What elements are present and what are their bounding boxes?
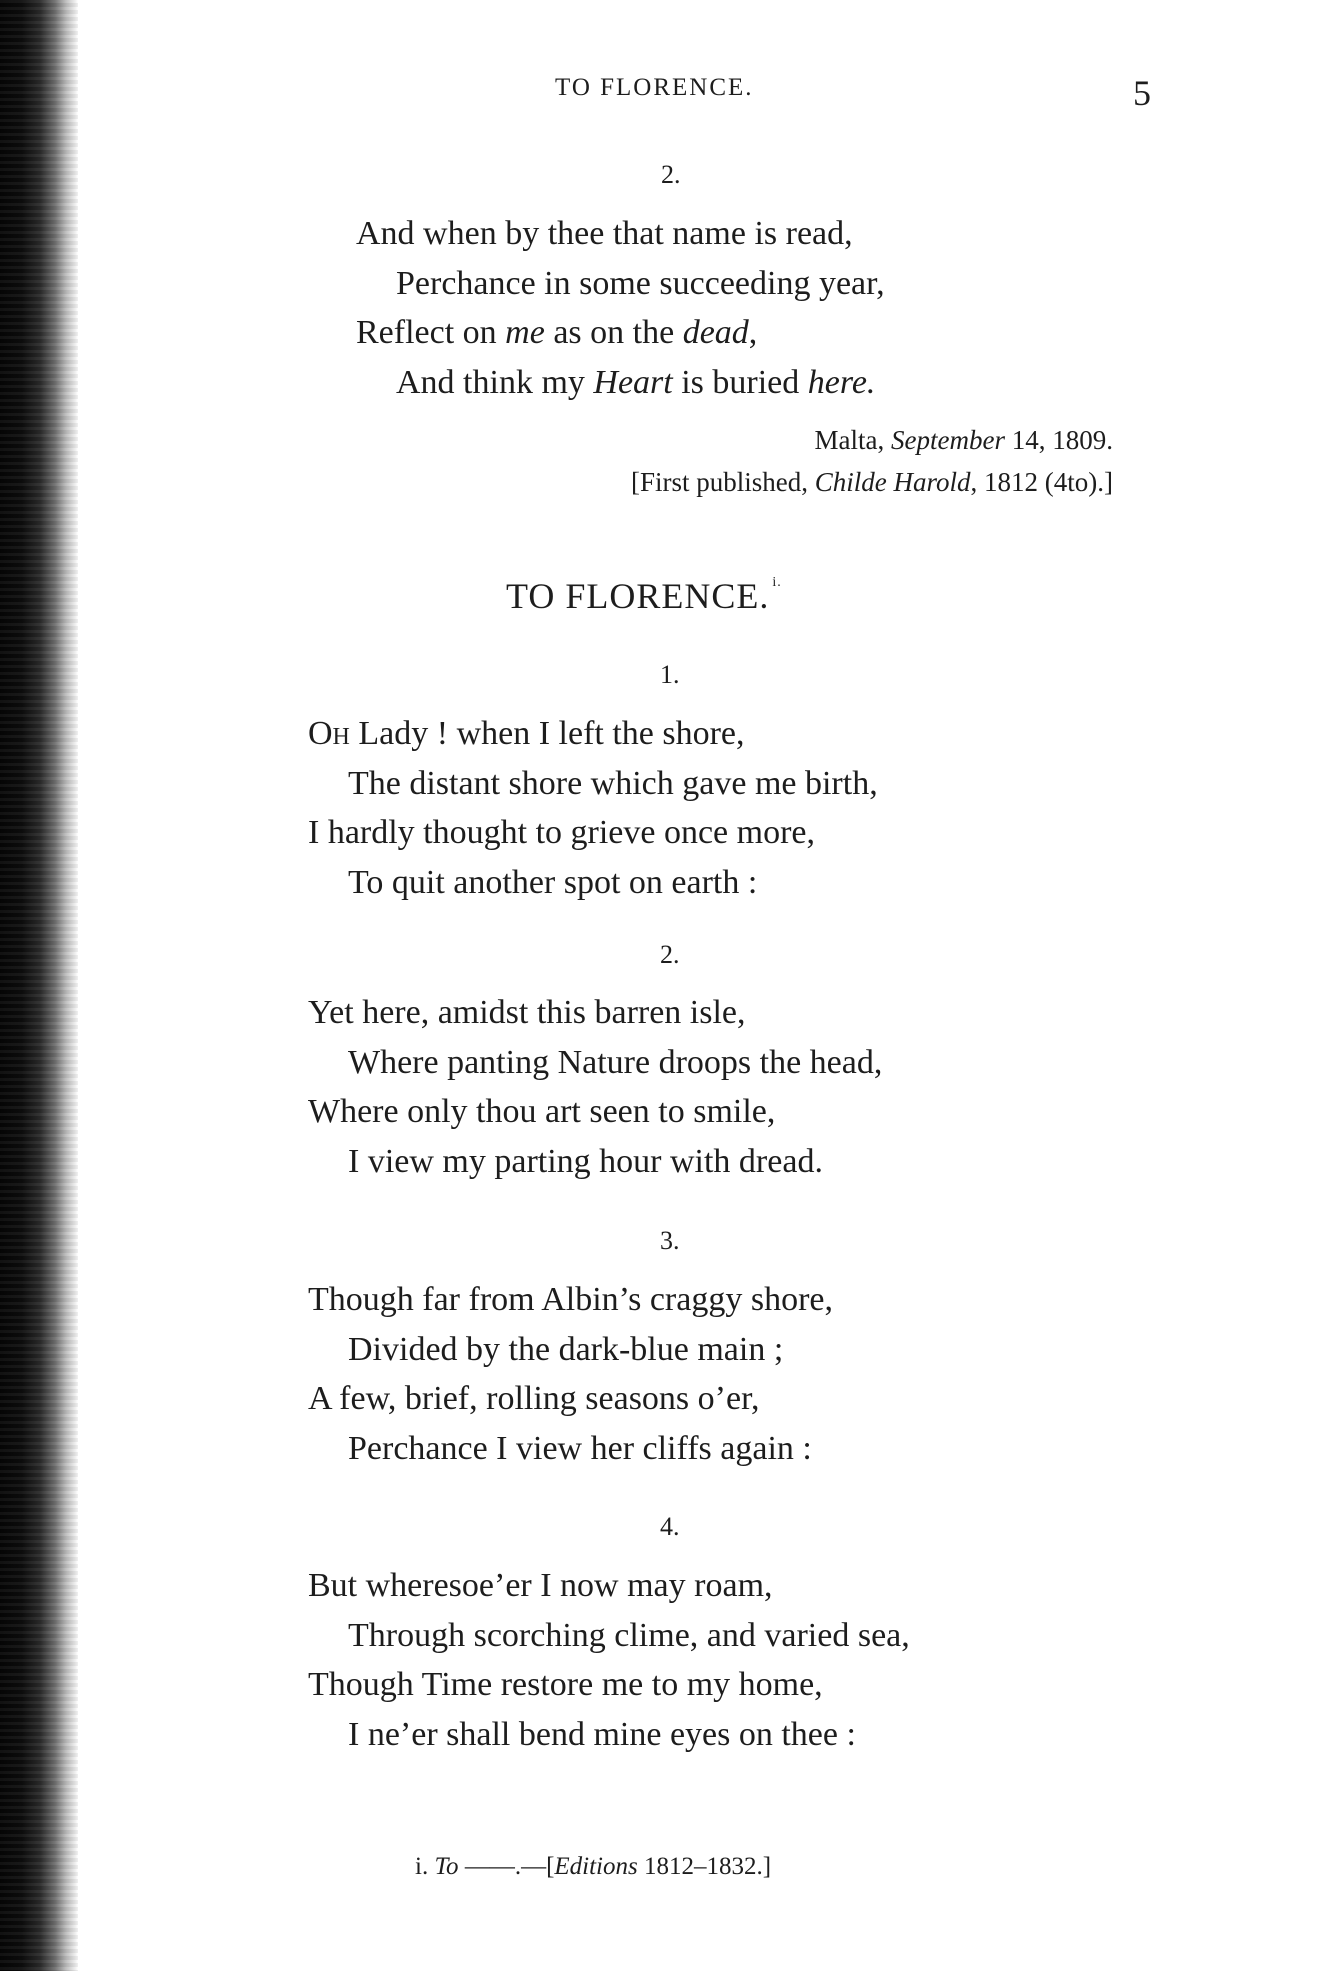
- verse-line: I view my parting hour with dread.: [348, 1142, 823, 1180]
- stanza: [308, 709, 878, 907]
- stanza-number: 1.: [660, 660, 680, 689]
- stanza: [308, 1561, 910, 1759]
- verse-line: Yet here, amidst this barren isle,: [308, 994, 746, 1031]
- verse-line: The distant shore which gave me birth,: [348, 764, 878, 802]
- verse-line: Though Time restore me to my home,: [308, 1666, 823, 1703]
- verse-line: Oh Lady ! when I left the shore,: [308, 715, 745, 752]
- stanza: [308, 988, 882, 1186]
- verse-line: And when by thee that name is read,: [356, 215, 853, 252]
- poem-title: TO FLORENCE. $^{i.}$: [506, 575, 782, 616]
- page-gutter-texture: [0, 0, 78, 1971]
- stanza-number: 2.: [660, 940, 680, 969]
- footnote-mark: i.: [772, 575, 782, 590]
- stanza: [308, 1275, 833, 1473]
- verse-line: Though far from Albin’s craggy shore,: [308, 1281, 833, 1318]
- prev-stanza-number: 2.: [661, 160, 681, 189]
- verse-line: Reflect on me as on the dead,: [356, 314, 758, 351]
- verse-line: But wheresoe’er I now may roam,: [308, 1567, 773, 1604]
- verse-line: I ne’er shall bend mine eyes on thee :: [348, 1715, 856, 1753]
- prev-stanza: [356, 209, 885, 407]
- verse-line: A few, brief, rolling seasons o’er,: [308, 1380, 760, 1417]
- page-number: 5: [1133, 73, 1151, 113]
- verse-line: Where only thou art seen to smile,: [308, 1093, 776, 1130]
- verse-line: Through scorching clime, and varied sea,: [348, 1616, 910, 1654]
- running-head: TO FLORENCE.: [555, 74, 754, 101]
- verse-line: Perchance in some succeeding year,: [396, 264, 885, 302]
- verse-line: Perchance I view her cliffs again :: [348, 1429, 812, 1467]
- verse-line: I hardly thought to grieve once more,: [308, 814, 816, 851]
- publication-note: [First published, Childe Harold, 1812 (4to).]: [630, 467, 1113, 497]
- verse-line: Where panting Nature droops the head,: [348, 1043, 883, 1081]
- stanza-number: 3.: [660, 1226, 680, 1255]
- date-line: Malta, September 14, 1809.: [814, 425, 1113, 455]
- footnote: i. To ——.—[Editions 1812–1832.]: [415, 1853, 772, 1880]
- stanza-number: 4.: [660, 1512, 680, 1541]
- verse-line: And think my Heart is buried here.: [396, 363, 876, 401]
- verse-line: To quit another spot on earth :: [348, 863, 758, 901]
- verse-line: Divided by the dark-blue main ;: [348, 1330, 784, 1368]
